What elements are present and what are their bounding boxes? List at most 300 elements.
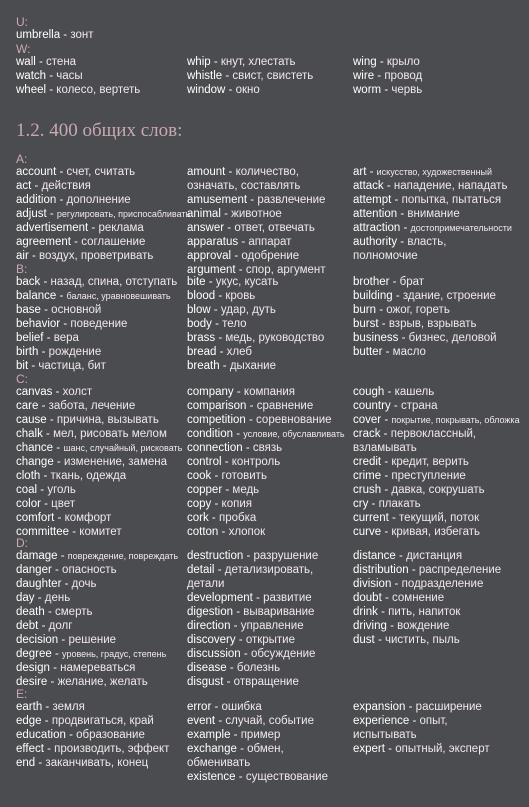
- english-word: amount: [187, 166, 226, 178]
- russian-translation: обмен,: [247, 743, 284, 755]
- russian-translation: детализировать,: [224, 564, 314, 576]
- separator-dash: -: [57, 550, 68, 562]
- russian-translation: колесо, вертеть: [56, 84, 141, 96]
- english-word: care: [16, 400, 39, 412]
- separator-dash: -: [38, 346, 49, 358]
- letter-a-col1-entry: [16, 221, 144, 235]
- russian-translation: пить, напиток: [388, 606, 461, 618]
- russian-translation: одобрение: [241, 250, 300, 262]
- separator-dash: -: [215, 715, 226, 727]
- separator-dash: -: [230, 620, 241, 632]
- english-word: air: [16, 250, 29, 262]
- russian-translation: готовить: [221, 470, 267, 482]
- english-word: connection: [187, 442, 243, 454]
- russian-translation: решение: [68, 634, 117, 646]
- letter-w-col1-entry: [16, 55, 76, 69]
- russian-translation: укус, кусать: [215, 276, 279, 288]
- separator-dash: -: [233, 428, 244, 440]
- separator-dash: -: [376, 304, 387, 316]
- letter-b-col2-entry: [187, 331, 324, 345]
- separator-dash: -: [368, 498, 379, 510]
- letter-w-col3-entry: [353, 69, 422, 83]
- english-word: copper: [187, 484, 223, 496]
- english-word: danger: [16, 564, 52, 576]
- separator-dash: -: [52, 386, 63, 398]
- english-word: brother: [353, 276, 390, 288]
- separator-dash: -: [398, 332, 409, 344]
- letter-w-col3-entry: [353, 83, 422, 97]
- russian-translation: спор, аргумент: [245, 264, 326, 276]
- separator-dash: -: [397, 208, 408, 220]
- letter-a-col2-entry: [187, 165, 299, 179]
- separator-dash: -: [230, 729, 241, 741]
- letter-d-col3-entry: [353, 619, 449, 633]
- english-word: chalk: [16, 428, 43, 440]
- letter-w-col1-entry: [16, 69, 83, 83]
- letter-e-col2-entry: [187, 728, 280, 742]
- english-word: experience: [353, 715, 410, 727]
- english-word: argument: [187, 264, 236, 276]
- separator-dash: -: [35, 757, 46, 769]
- separator-dash: -: [381, 592, 393, 604]
- english-word: art: [353, 166, 367, 178]
- separator-dash: -: [389, 276, 400, 288]
- russian-translation: червь: [391, 84, 423, 96]
- russian-translation: ответ, отвечать: [234, 222, 315, 234]
- letter-c-col2-entry: [187, 511, 256, 525]
- letter-a-col2-entry: [187, 193, 325, 207]
- separator-dash: -: [218, 526, 229, 538]
- english-word: earth: [16, 701, 43, 713]
- english-word: comparison: [187, 400, 247, 412]
- english-word: window: [187, 84, 226, 96]
- letter-a-col1-entry: [16, 249, 153, 263]
- separator-dash: -: [391, 578, 402, 590]
- letter-c-col1-entry: [16, 483, 76, 497]
- separator-dash: -: [376, 56, 387, 68]
- english-word: error: [187, 701, 212, 713]
- separator-dash: -: [51, 648, 63, 660]
- english-word: degree: [16, 648, 52, 660]
- russian-translation: ожог, гореть: [386, 304, 450, 316]
- letter-e-col1-entry: [16, 742, 169, 756]
- russian-translation: дочь: [71, 578, 97, 590]
- english-word: burn: [353, 304, 377, 316]
- english-word: coal: [16, 484, 38, 496]
- separator-dash: -: [386, 620, 398, 632]
- russian-translation: уровень, градус, степень: [62, 649, 167, 659]
- letter-c-col2-entry: [187, 441, 282, 455]
- letter-b-col3-entry: [353, 331, 497, 345]
- separator-dash: -: [28, 250, 40, 262]
- separator-dash: -: [211, 318, 223, 330]
- separator-dash: -: [390, 400, 401, 412]
- separator-dash: -: [69, 526, 80, 538]
- letter-e-heading: E:: [16, 687, 28, 701]
- english-word: committee: [16, 526, 70, 538]
- russian-translation: действия: [41, 180, 91, 192]
- letter-d-col1-entry: [16, 591, 70, 605]
- letter-e-col2-entry: [187, 742, 284, 756]
- russian-translation: копия: [221, 498, 252, 510]
- letter-e-col1-entry: [16, 756, 148, 770]
- english-word: building: [353, 290, 393, 302]
- russian-translation: баланс, уравновешивать: [66, 291, 171, 301]
- russian-translation: шанс, случайный, рисковать: [63, 443, 183, 453]
- english-word: authority: [353, 236, 398, 248]
- russian-translation: обменивать: [187, 757, 251, 769]
- russian-translation: пробка: [218, 512, 257, 524]
- english-word: condition: [187, 428, 234, 440]
- russian-translation: здание, строение: [402, 290, 496, 302]
- letter-w-col2-entry: [187, 69, 313, 83]
- english-word: attempt: [353, 194, 392, 206]
- russian-translation: расширение: [415, 701, 482, 713]
- separator-dash: -: [222, 70, 233, 82]
- letter-c-col1-entry: [16, 511, 111, 525]
- english-word: wing: [353, 56, 377, 68]
- letter-c-col3-entry: [353, 413, 520, 427]
- separator-dash: -: [58, 634, 69, 646]
- letter-c-col2-entry: [187, 455, 280, 469]
- separator-dash: -: [392, 290, 403, 302]
- letter-a-col3-entry: [353, 165, 492, 179]
- letter-c-col3-entry: [353, 385, 434, 399]
- separator-dash: -: [38, 400, 49, 412]
- russian-translation: тело: [222, 318, 247, 330]
- english-word: discussion: [187, 648, 241, 660]
- separator-dash: -: [56, 166, 67, 178]
- english-word: cotton: [187, 526, 219, 538]
- russian-translation: болезнь: [236, 662, 281, 674]
- letter-a-col2-entry: [187, 249, 299, 263]
- letter-b-heading: B:: [16, 262, 28, 276]
- russian-translation: холст: [62, 386, 93, 398]
- russian-translation: развлечение: [257, 194, 326, 206]
- separator-dash: -: [219, 360, 230, 372]
- letter-e-col1-entry: [16, 700, 85, 714]
- separator-dash: -: [43, 743, 55, 755]
- letter-e-col3-entry: [353, 742, 490, 756]
- russian-translation: хлопок: [228, 526, 266, 538]
- english-word: attack: [353, 180, 384, 192]
- letter-b-col1-entry: [16, 345, 101, 359]
- letter-a-col1-entry: [16, 165, 135, 179]
- letter-d-col2-entry: [187, 647, 315, 661]
- separator-dash: -: [49, 662, 61, 674]
- russian-translation: развитие: [263, 592, 312, 604]
- letter-w-col3-entry: [353, 55, 420, 69]
- russian-translation: контроль: [231, 456, 281, 468]
- russian-translation: регулировать, приспосабливать: [56, 209, 191, 219]
- russian-translation: счет, считать: [66, 166, 136, 178]
- russian-translation: давка, сокрушать: [391, 484, 485, 496]
- english-word: cause: [16, 414, 47, 426]
- letter-c-col3-entry: [353, 483, 485, 497]
- russian-translation: кредит, верить: [391, 456, 469, 468]
- russian-translation: образование: [76, 729, 145, 741]
- english-word: canvas: [16, 386, 53, 398]
- letter-b-col3-entry: [353, 289, 496, 303]
- separator-dash: -: [252, 592, 264, 604]
- english-word: belief: [16, 332, 44, 344]
- english-word: exchange: [187, 743, 237, 755]
- letter-c-col1-entry: [16, 525, 122, 539]
- russian-translation: заканчивать, конец: [45, 757, 149, 769]
- letter-c-col1-entry: [16, 427, 167, 441]
- separator-dash: -: [40, 498, 52, 510]
- russian-translation: мел, рисовать мелом: [53, 428, 167, 440]
- separator-dash: -: [235, 634, 246, 646]
- russian-translation: земля: [52, 701, 85, 713]
- separator-dash: -: [38, 620, 49, 632]
- letter-a-col2-entry: [187, 179, 300, 193]
- russian-translation: подразделение: [401, 578, 484, 590]
- separator-dash: -: [225, 84, 236, 96]
- separator-dash: -: [44, 606, 56, 618]
- russian-translation: соглашение: [81, 236, 146, 248]
- letter-d-col3-entry: [353, 605, 460, 619]
- russian-translation: разрушение: [253, 550, 319, 562]
- separator-dash: -: [70, 236, 82, 248]
- section-title: 1.2. 400 общих слов:: [16, 120, 183, 141]
- russian-translation: повреждение, повреждать: [67, 551, 179, 561]
- english-word: wire: [353, 70, 375, 82]
- russian-translation: дыхание: [229, 360, 277, 372]
- letter-b-col1-entry: [16, 275, 177, 289]
- letter-e-col3-entry: [353, 728, 417, 742]
- russian-translation: комитет: [79, 526, 122, 538]
- russian-translation: опасность: [62, 564, 117, 576]
- russian-translation: бизнес, деловой: [408, 332, 497, 344]
- separator-dash: -: [42, 701, 53, 713]
- english-word: decision: [16, 634, 59, 646]
- russian-translation: сомнение: [392, 592, 445, 604]
- russian-translation: взламывать: [353, 442, 417, 454]
- separator-dash: -: [384, 386, 395, 398]
- separator-dash: -: [215, 332, 226, 344]
- separator-dash: -: [220, 208, 232, 220]
- letter-c-col2-entry: [187, 497, 252, 511]
- separator-dash: -: [380, 428, 391, 440]
- russian-translation: долг: [48, 620, 73, 632]
- russian-translation: взрыв, взрывать: [388, 318, 477, 330]
- english-word: company: [187, 386, 234, 398]
- separator-dash: -: [240, 648, 251, 660]
- english-word: agreement: [16, 236, 71, 248]
- separator-dash: -: [40, 276, 51, 288]
- letter-e-col1-entry: [16, 714, 154, 728]
- english-word: cook: [187, 470, 212, 482]
- letter-c-col1-entry: [16, 469, 126, 483]
- letter-d-col2-entry: [187, 675, 299, 689]
- letter-d-col1-entry: [16, 549, 178, 563]
- letter-b-col3-entry: [353, 317, 477, 331]
- russian-translation: кровь: [225, 290, 256, 302]
- russian-translation: кривая, избегать: [391, 526, 480, 538]
- separator-dash: -: [42, 428, 54, 440]
- english-word: direction: [187, 620, 231, 632]
- english-word: watch: [16, 70, 47, 82]
- letter-a-col3-entry: [353, 235, 447, 249]
- english-word: distribution: [353, 564, 409, 576]
- letter-d-col1-entry: [16, 647, 166, 661]
- english-word: distance: [353, 550, 396, 562]
- separator-dash: -: [245, 414, 257, 426]
- english-word: digestion: [187, 606, 234, 618]
- english-word: death: [16, 606, 45, 618]
- russian-translation: количество,: [235, 166, 300, 178]
- english-word: bit: [16, 360, 29, 372]
- separator-dash: -: [65, 729, 77, 741]
- russian-translation: медь: [232, 484, 260, 496]
- letter-c-col3-entry: [353, 399, 438, 413]
- separator-dash: -: [226, 662, 237, 674]
- english-word: cork: [187, 512, 209, 524]
- english-word: design: [16, 662, 50, 674]
- english-word: cover: [353, 414, 382, 426]
- english-word: base: [16, 304, 41, 316]
- russian-translation: существование: [245, 771, 328, 783]
- english-word: back: [16, 276, 41, 288]
- letter-b-col2-entry: [187, 275, 278, 289]
- separator-dash: -: [35, 56, 47, 68]
- separator-dash: -: [409, 715, 420, 727]
- english-word: event: [187, 715, 216, 727]
- letter-u-heading: U:: [16, 15, 28, 29]
- separator-dash: -: [60, 318, 71, 330]
- separator-dash: -: [51, 564, 63, 576]
- russian-translation: случай, событие: [225, 715, 315, 727]
- english-word: curve: [353, 526, 382, 538]
- separator-dash: -: [211, 701, 222, 713]
- letter-d-col1-entry: [16, 563, 117, 577]
- letter-d-col2-entry: [187, 549, 318, 563]
- separator-dash: -: [43, 332, 54, 344]
- letter-a-col3-entry: [353, 221, 512, 235]
- russian-translation: часы: [56, 70, 83, 82]
- separator-dash: -: [88, 222, 99, 234]
- russian-translation: частица, бит: [38, 360, 106, 372]
- letter-c-col3-entry: [353, 469, 466, 483]
- letter-c-col3-entry: [353, 511, 479, 525]
- english-word: crush: [353, 484, 382, 496]
- separator-dash: -: [46, 208, 57, 220]
- letter-a-col1-entry: [16, 235, 145, 249]
- separator-dash: -: [378, 318, 389, 330]
- letter-b-col3-entry: [353, 345, 426, 359]
- separator-dash: -: [391, 194, 402, 206]
- separator-dash: -: [46, 84, 57, 96]
- separator-dash: -: [56, 194, 67, 206]
- english-word: cough: [353, 386, 385, 398]
- russian-translation: вождение: [397, 620, 450, 632]
- english-word: expansion: [353, 701, 406, 713]
- english-word: end: [16, 757, 36, 769]
- english-word: advertisement: [16, 222, 89, 234]
- separator-dash: -: [381, 84, 392, 96]
- separator-dash: -: [28, 360, 39, 372]
- english-word: dust: [353, 634, 375, 646]
- english-word: cry: [353, 498, 369, 510]
- english-word: edge: [16, 715, 42, 727]
- russian-translation: свист, свистеть: [232, 70, 314, 82]
- separator-dash: -: [247, 194, 258, 206]
- separator-dash: -: [56, 290, 67, 302]
- letter-b-col2-entry: [187, 289, 255, 303]
- letter-b-col1-entry: [16, 331, 79, 345]
- english-word: umbrella: [16, 29, 61, 41]
- russian-translation: первоклассный,: [390, 428, 477, 440]
- english-word: attraction: [353, 222, 401, 234]
- russian-translation: связь: [252, 442, 283, 454]
- letter-a-col1-entry: [16, 207, 190, 221]
- letter-d-heading: D:: [16, 536, 28, 550]
- letter-d-col1-entry: [16, 619, 72, 633]
- english-word: wheel: [16, 84, 47, 96]
- russian-translation: попытка, пытаться: [401, 194, 502, 206]
- english-word: disease: [187, 662, 227, 674]
- russian-translation: масло: [392, 346, 426, 358]
- english-word: change: [16, 456, 54, 468]
- russian-translation: животное: [231, 208, 282, 220]
- english-word: blow: [187, 304, 211, 316]
- english-word: burst: [353, 318, 379, 330]
- separator-dash: -: [54, 512, 65, 524]
- separator-dash: -: [246, 400, 257, 412]
- letter-b-col2-entry: [187, 317, 247, 331]
- letter-w-col2-entry: [187, 83, 260, 97]
- english-word: apparatus: [187, 236, 239, 248]
- separator-dash: -: [37, 484, 48, 496]
- russian-translation: воздух, проветривать: [39, 250, 154, 262]
- letter-a-col2-entry: [187, 235, 291, 249]
- separator-dash: -: [397, 236, 408, 248]
- letter-c-col3-entry: [353, 441, 417, 455]
- separator-dash: -: [382, 346, 393, 358]
- russian-translation: означать, составлять: [187, 180, 301, 192]
- separator-dash: -: [211, 470, 222, 482]
- english-word: comfort: [16, 512, 55, 524]
- english-word: brass: [187, 332, 216, 344]
- letter-d-col1-entry: [16, 577, 96, 591]
- letter-e-col1-entry: [16, 728, 145, 742]
- english-word: effect: [16, 743, 44, 755]
- letter-b-col3-entry: [353, 303, 450, 317]
- russian-translation: сравнение: [256, 400, 314, 412]
- letter-d-col2-entry: [187, 563, 313, 577]
- english-word: addition: [16, 194, 57, 206]
- letter-d-col1-entry: [16, 605, 92, 619]
- separator-dash: -: [243, 550, 254, 562]
- english-word: chance: [16, 442, 54, 454]
- separator-dash: -: [405, 701, 416, 713]
- russian-translation: плакать: [378, 498, 421, 510]
- english-word: amusement: [187, 194, 248, 206]
- english-word: expert: [353, 743, 385, 755]
- letter-c-col1-entry: [16, 441, 182, 455]
- letter-c-col1-entry: [16, 413, 159, 427]
- letter-c-col3-entry: [353, 525, 480, 539]
- russian-translation: брат: [399, 276, 425, 288]
- letter-c-col2-entry: [187, 385, 295, 399]
- english-word: adjust: [16, 208, 47, 220]
- russian-translation: внимание: [407, 208, 460, 220]
- russian-translation: забота, лечение: [48, 400, 136, 412]
- russian-translation: нападение, нападать: [393, 180, 508, 192]
- english-word: disgust: [187, 676, 224, 688]
- russian-translation: цвет: [51, 498, 76, 510]
